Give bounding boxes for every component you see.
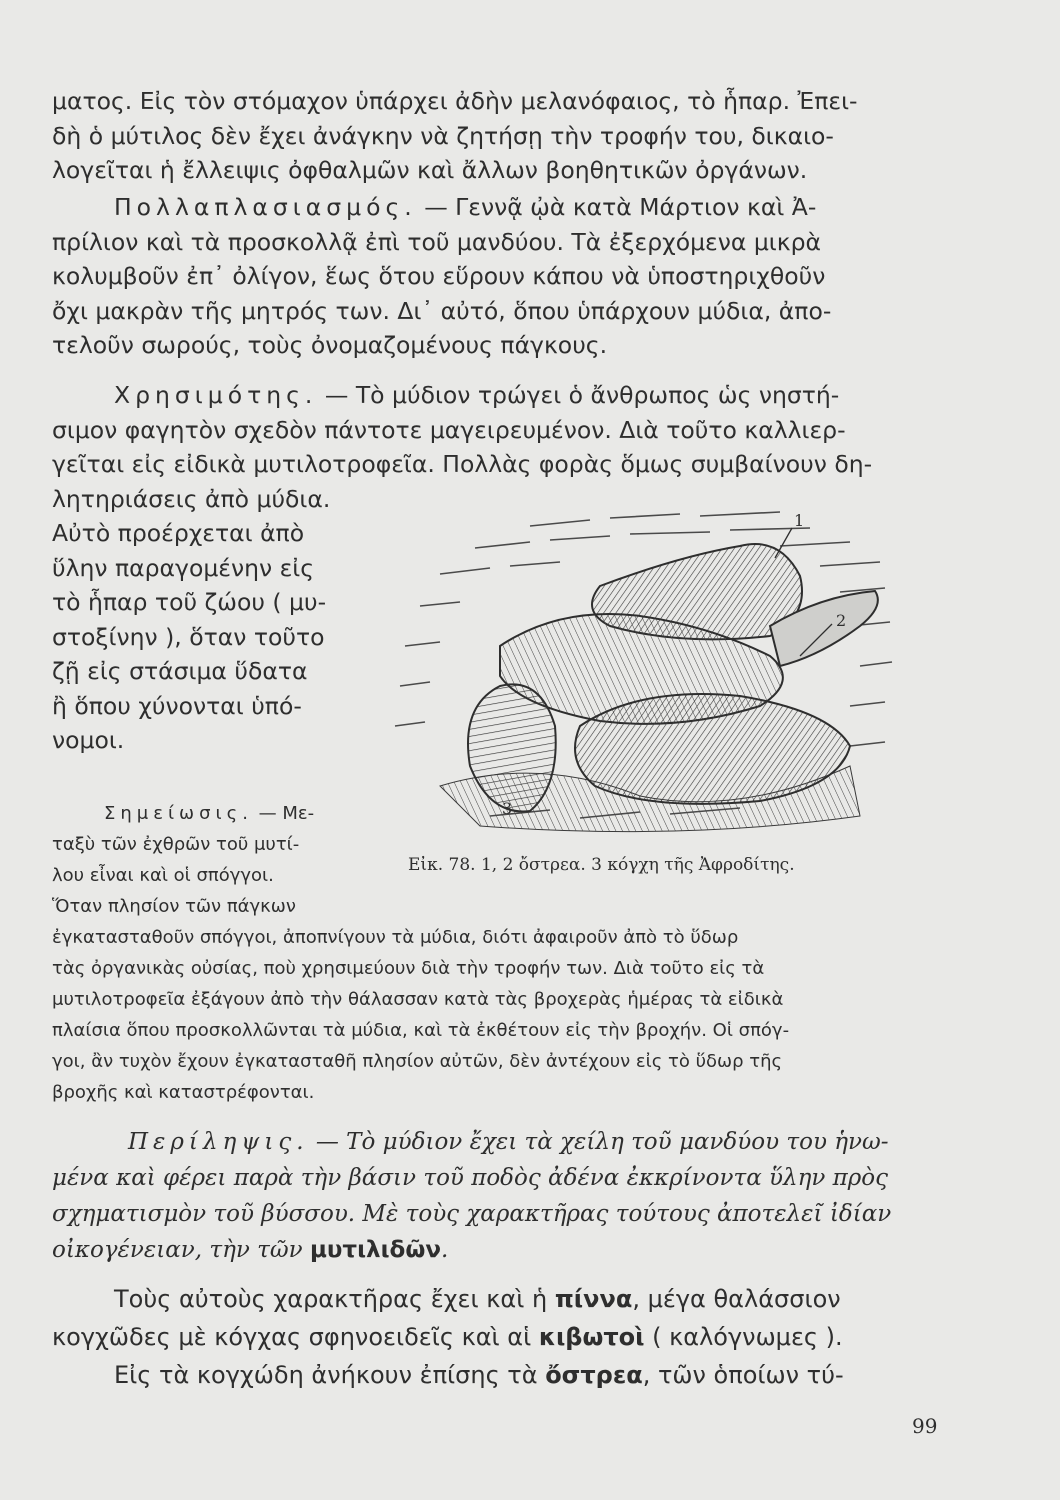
text-line: τελοῦν σωρούς, τοὺς ὀνομαζομένους πάγκους. bbox=[52, 331, 608, 359]
summary-paragraph bbox=[52, 1124, 952, 1268]
text-line: σιμον φαγητὸν σχεδὸν πάντοτε μαγειρευμένον. Διὰ τοῦτο καλλιερ- bbox=[52, 415, 846, 444]
term-kivotoi: κιβωτοὶ bbox=[538, 1323, 645, 1351]
text-line: Ὅταν πλησίον τῶν πάγκων bbox=[52, 896, 296, 917]
text-line: ζῇ εἰς στάσιμα ὕδατα bbox=[52, 657, 308, 685]
text-line: τὰς ὀργανικὰς οὐσίας, ποὺ χρησιμεύουν διὰ τὴν τροφήν των. Διὰ τοῦτο εἰς τὰ bbox=[52, 958, 765, 979]
figure-label-1: 1 bbox=[794, 511, 805, 530]
term-ostrea: ὄστρεα bbox=[545, 1361, 643, 1389]
text-line: — Τὸ μύδιον ἔχει τὰ χείλη τοῦ μανδύου του ἡνω- bbox=[308, 1129, 889, 1155]
text-line: στοξίνην ), ὅταν τοῦτο bbox=[52, 622, 325, 651]
text-line: οἰκογένειαν, τὴν τῶν bbox=[52, 1237, 310, 1263]
text-line: ὕλην παραγομένην εἰς bbox=[52, 553, 315, 582]
section-heading: Πολλαπλασιασμός. bbox=[114, 193, 417, 221]
text-line: , τῶν ὁποίων τύ- bbox=[642, 1361, 844, 1389]
text-line: — Γεννᾷ ᾠὰ κατὰ Μάρτιον καὶ Ἀ- bbox=[416, 193, 817, 221]
text-line: σχηματισμὸν τοῦ βύσσου. Μὲ τοὺς χαρακτῆρας τούτους ἀποτελεῖ ἰδίαν bbox=[52, 1201, 892, 1227]
text-line: ( καλόγνωμες ). bbox=[644, 1323, 843, 1351]
text-line: Τοὺς αὐτοὺς χαρακτῆρας ἔχει καὶ ἡ bbox=[114, 1285, 555, 1313]
text-line: λογεῖται ἡ ἔλλειψις ὀφθαλμῶν καὶ ἄλλων βοηθητικῶν ὀργάνων. bbox=[52, 156, 808, 184]
text-line: ἐγκατασταθοῦν σπόγγοι, ἀποπνίγουν τὰ μύδια, διότι ἀφαιροῦν ἀπὸ τὸ ὕδωρ bbox=[52, 927, 739, 948]
text-line: πλαίσια ὅπου προσκολλῶνται τὰ μύδια, καὶ τὰ ἐκθέτουν εἰς τὴν βροχήν. Οἱ σπόγ- bbox=[52, 1020, 790, 1041]
text-line: κολυμβοῦν ἐπ᾿ ὀλίγον, ἕως ὅτου εὕρουν κάπου νὰ ὑποστηριχθοῦν bbox=[52, 262, 826, 290]
term-pinna: πίννα bbox=[554, 1285, 633, 1313]
text-line: γοι, ἂν τυχὸν ἔχουν ἐγκατασταθῆ πλησίον αὐτῶν, δὲν ἀντέχουν εἰς τὸ ὕδωρ τῆς bbox=[52, 1051, 783, 1072]
shells-illustration bbox=[380, 496, 900, 848]
text-line: Εἰς τὰ κογχώδη ἀνήκουν ἐπίσης τὰ bbox=[114, 1361, 546, 1389]
text-line: ὄχι μακρὰν τῆς μητρός των. Δι᾿ αὐτό, ὅπου ὑπάρχουν μύδια, ἀπο- bbox=[52, 296, 832, 325]
text-line: ματος. Εἰς τὸν στόμαχον ὑπάρχει ἀδὴν μελανόφαιος, τὸ ἧπαρ. Ἐπει- bbox=[52, 87, 858, 115]
text-line: λητηριάσεις ἀπὸ μύδια. bbox=[52, 484, 331, 513]
text-line: — Τὸ μύδιον τρώγει ὁ ἄνθρωπος ὡς νηστή- bbox=[317, 381, 840, 409]
text-line: νομοι. bbox=[52, 726, 125, 754]
figure-label-2: 2 bbox=[836, 611, 847, 630]
text-line: . bbox=[441, 1237, 449, 1263]
text-line: ἢ ὅπου χύνονται ὑπό- bbox=[52, 691, 302, 720]
page-number: 99 bbox=[912, 1414, 938, 1438]
section-heading: Χρησιμότης. bbox=[114, 381, 318, 409]
oyster-3 bbox=[575, 694, 850, 804]
text-line: γεῖται εἰς εἰδικὰ μυτιλοτροφεῖα. Πολλὰς φορὰς ὅμως συμβαίνουν δη- bbox=[52, 450, 873, 478]
paragraph-anatomy bbox=[52, 84, 952, 188]
paragraph-relatives bbox=[52, 1280, 952, 1394]
text-line: ταξὺ τῶν ἐχθρῶν τοῦ μυτί- bbox=[52, 834, 300, 855]
text-line: μυτιλοτροφεῖα ἐξάγουν ἀπὸ τὴν θάλασσαν κατὰ τὰς βροχερὰς ἡμέρας τὰ εἰδικὰ bbox=[52, 989, 784, 1010]
figure-label-3: 3 bbox=[502, 799, 513, 818]
text-line: τὸ ἧπαρ τοῦ ζώου ( μυ- bbox=[52, 588, 327, 616]
text-line: βροχῆς καὶ καταστρέφονται. bbox=[52, 1082, 315, 1103]
note-heading: Σημείωσις. bbox=[104, 803, 253, 824]
text-line: πρίλιον καὶ τὰ προσκολλᾷ ἐπὶ τοῦ μανδύου. Τὰ ἐξερχόμενα μικρὰ bbox=[52, 227, 821, 256]
text-line: , μέγα θαλάσσιον bbox=[632, 1285, 841, 1313]
text-line: μένα καὶ φέρει παρὰ τὴν βάσιν τοῦ ποδὸς ἀδένα ἐκκρίνοντα ὕλην πρὸς bbox=[52, 1165, 889, 1191]
text-line: κογχῶδες μὲ κόγχας σφηνοειδεῖς καὶ αἱ bbox=[52, 1323, 539, 1351]
text-line: — Με- bbox=[252, 803, 315, 824]
paragraph-reproduction bbox=[52, 190, 952, 363]
summary-heading: Περίληψις. bbox=[128, 1129, 309, 1155]
emphasis-mytilids: μυτιλιδῶν bbox=[309, 1237, 442, 1263]
text-line: λου εἶναι καὶ οἱ σπόγγοι. bbox=[52, 865, 274, 886]
figure-caption: Εἰκ. 78. 1, 2 ὄστρεα. 3 κόγχη τῆς Ἀφροδίτης. bbox=[408, 855, 795, 875]
text-line: Αὐτὸ προέρχεται ἀπὸ bbox=[52, 519, 305, 547]
text-line: δὴ ὁ μύτιλος δὲν ἔχει ἀνάγκην νὰ ζητήσῃ τὴν τροφήν του, δικαιο- bbox=[52, 121, 834, 150]
